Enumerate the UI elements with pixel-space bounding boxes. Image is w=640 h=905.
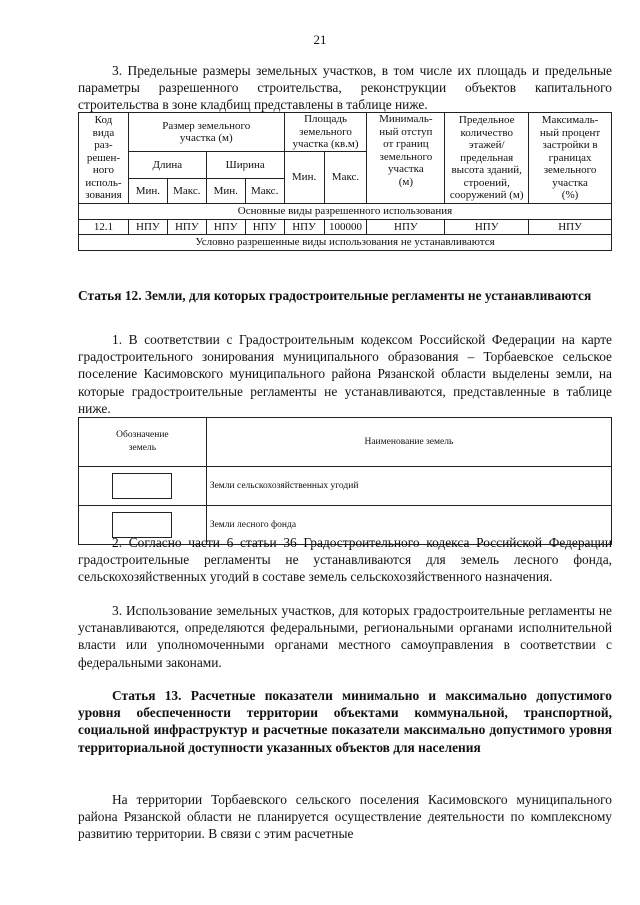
header-max-floors-line: этажей/ <box>468 139 505 152</box>
header-max-floors-line: строений, <box>463 176 510 189</box>
paragraph-zone-limits-intro: 3. Предельные размеры земельных участков, в том числе их площадь и предельные параметры разрешенного строительства, реконструкции объектов капитального строительства в зоне кладбищ представлены в таблице ниже. <box>78 63 612 113</box>
header-area-max: Макс. <box>324 152 367 204</box>
cell-area-max: 100000 <box>324 219 367 235</box>
main-uses-row: Основные виды разрешенного использования <box>79 204 612 220</box>
header-plot-size <box>128 113 284 152</box>
header-min-offset <box>367 113 445 204</box>
cell-max-coverage: НПУ <box>529 219 612 235</box>
article-12-paragraph-1: 1. В соответствии с Градостроительным кодексом Российской Федерации на карте градостроительного зонирования муниципального образования – Торбаевское сельское поселение Касимовского муниципального района Рязанской области выделены земли, на которые градостроительные регламенты не устанавливаются, представленные в таблице ниже. <box>78 332 612 416</box>
header-length: Длина <box>128 152 206 179</box>
header-min-offset-line: (м) <box>398 175 414 188</box>
lands-table <box>78 417 612 545</box>
header-max-floors-line: предельная <box>460 151 514 164</box>
cell-area-min: НПУ <box>284 219 324 235</box>
land-symbol-cell <box>79 467 207 506</box>
header-designation-line: земель <box>128 443 157 453</box>
header-max-floors-line: сооружений (м) <box>449 189 524 202</box>
conditional-uses-row: Условно разрешенные виды использования не устанавливаются <box>79 235 612 251</box>
header-max-coverage <box>529 113 612 204</box>
header-max-floors <box>445 113 529 204</box>
header-width-min: Мин. <box>206 179 245 204</box>
header-code-line: зования <box>85 189 122 202</box>
header-designation <box>79 418 207 467</box>
header-max-coverage-line: границах <box>548 151 592 164</box>
header-max-coverage-line: застройки в <box>542 139 598 152</box>
header-area-min: Мин. <box>284 152 324 204</box>
cell-min-offset: НПУ <box>367 219 445 235</box>
cell-length-max: НПУ <box>167 219 206 235</box>
header-min-offset-line: ный отступ <box>379 125 433 138</box>
header-area <box>284 113 367 152</box>
header-plot-size-line: участка (м) <box>179 132 233 144</box>
header-min-offset-line: Минималь- <box>379 113 433 125</box>
cell-length-min: НПУ <box>128 219 167 235</box>
header-max-coverage-line: ный процент <box>539 126 601 139</box>
land-name-agricultural: Земли сельскохозяйственных угодий <box>206 467 611 506</box>
header-length-max: Макс. <box>167 179 206 204</box>
header-min-offset-line: участка <box>388 163 424 175</box>
article-12-heading: Статья 12. Земли, для которых градостроительные регламенты не устанавливаются <box>78 288 592 303</box>
header-width: Ширина <box>206 152 284 179</box>
header-code-line: Код <box>94 114 113 127</box>
header-code-line: раз- <box>94 139 113 152</box>
article-12-paragraph-3: 3. Использование земельных участков, для которых градостроительные регламенты не устанавливаются, определяются федеральными, региональными органами исполнительной власти или уполномоченными органами местного самоуправления в соответствии с федеральными законами. <box>78 603 612 670</box>
header-code-line: решен- <box>86 151 121 164</box>
land-name-forest: Земли лесного фонда <box>206 506 611 545</box>
header-max-coverage-line: земельного <box>543 164 597 177</box>
cell-max-floors: НПУ <box>445 219 529 235</box>
header-code-line: ного <box>92 164 115 177</box>
page-number: 21 <box>313 32 327 47</box>
article-12-paragraph-2: 2. Согласно части 6 статьи 36 Градостроительного кодекса Российской Федерации градостроительные регламенты не устанавливаются для земель лесного фонда, сельскохозяйственных угодий в составе земель сельскохозяйственного назначения. <box>78 535 612 585</box>
header-length-min: Мин. <box>128 179 167 204</box>
cell-code: 12.1 <box>79 219 129 235</box>
header-max-floors-line: количество <box>460 126 513 139</box>
header-plot-size-line: Размер земельного <box>162 119 251 132</box>
header-code-line: вида <box>92 126 115 139</box>
header-max-floors-line: высота зданий, <box>451 164 522 177</box>
cell-width-min: НПУ <box>206 219 245 235</box>
header-area-line: участка (кв.м) <box>292 138 359 151</box>
header-max-coverage-line: (%) <box>561 189 579 202</box>
header-min-offset-line: от границ <box>383 138 429 150</box>
header-max-coverage-line: Максималь- <box>541 114 599 127</box>
header-max-floors-line: Предельное <box>458 114 515 127</box>
article-13-heading: Статья 13. Расчетные показатели минимально и максимально допустимого уровня обеспеченности территории объектами коммунальной, транспортной, социальной инфраструктур и расчетные показатели максимально допустимого уровня территориальной доступности указанных объектов для населения <box>78 688 612 755</box>
article-13-paragraph-1: На территории Торбаевского сельского поселения Касимовского муниципального района Рязанской области не планируется осуществление деятельности по комплексному развитию территории. В связи с этим расчетные <box>78 792 612 842</box>
header-code <box>79 113 129 204</box>
zone-parameters-table <box>78 112 612 251</box>
header-width-max: Макс. <box>245 179 284 204</box>
header-designation-line: Обозначение <box>116 430 169 440</box>
header-code-line: исполь- <box>85 176 122 189</box>
header-min-offset-line: земельного <box>379 150 433 163</box>
header-area-line: земельного <box>299 125 352 138</box>
agricultural-land-symbol <box>112 473 172 499</box>
header-max-coverage-line: участка <box>552 176 588 189</box>
header-land-name: Наименование земель <box>206 418 611 467</box>
header-area-line: Площадь <box>304 113 347 126</box>
cell-width-max: НПУ <box>245 219 284 235</box>
